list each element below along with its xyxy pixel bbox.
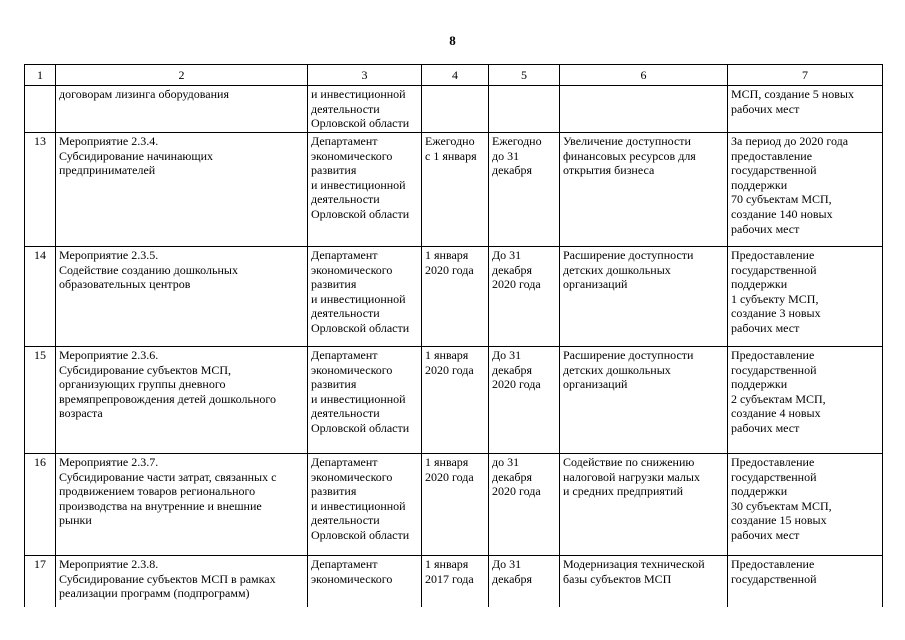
cell-num (25, 454, 56, 556)
table-row (25, 454, 883, 556)
cell-measure (56, 347, 308, 454)
cell-num (25, 347, 56, 454)
cell-num (25, 247, 56, 347)
cell-text: Предоставление государственной поддержки 30 субъектам МСП, создание 15 новых рабочих мест (731, 455, 832, 542)
cell-text: договорам лизинга оборудования (59, 87, 229, 101)
cell-num (25, 556, 56, 608)
cell-executor (308, 86, 422, 133)
cell-text: 16 (34, 455, 46, 469)
cell-result (560, 556, 728, 608)
cell-measure (56, 454, 308, 556)
cell-text: До 31 декабря (492, 557, 533, 586)
cell-text: Содействие по снижению налоговой нагрузки малых и средних предприятий (563, 455, 700, 499)
cell-text: 1 января 2020 года (425, 455, 474, 484)
cell-text: 1 января 2020 года (425, 348, 474, 377)
column-header: 3 (308, 65, 422, 86)
table-row (25, 556, 883, 608)
cell-executor (308, 133, 422, 247)
cell-text: Департамент экономического развития и инвестиционной деятельности Орловской области (311, 134, 410, 221)
cell-measure (56, 247, 308, 347)
cell-indicator (728, 247, 883, 347)
column-number-row (25, 65, 883, 86)
table-row (25, 247, 883, 347)
cell-text: 14 (34, 248, 46, 262)
cell-start (422, 454, 489, 556)
cell-text: Мероприятие 2.3.4. Субсидирование начинающих предпринимателей (59, 134, 214, 178)
cell-result (560, 133, 728, 247)
cell-end (489, 454, 560, 556)
cell-text: 1 января 2017 года (425, 557, 474, 586)
cell-text: и инвестиционной деятельности Орловской области (311, 87, 410, 131)
cell-text: до 31 декабря 2020 года (492, 455, 541, 499)
cell-start (422, 247, 489, 347)
cell-result (560, 86, 728, 133)
column-header: 7 (728, 65, 883, 86)
cell-text: Увеличение доступности финансовых ресурсов для открытия бизнеса (563, 134, 696, 178)
cell-indicator (728, 86, 883, 133)
cell-text: Департамент экономического развития и инвестиционной деятельности Орловской области (311, 348, 410, 435)
cell-text: Мероприятие 2.3.6. Субсидирование субъектов МСП, организующих группы дневного времяпрепровождения детей дошкольного возраста (59, 348, 276, 421)
cell-start (422, 347, 489, 454)
table-row (25, 86, 883, 133)
cell-indicator (728, 454, 883, 556)
cell-text: 1 января 2020 года (425, 248, 474, 277)
table-row (25, 133, 883, 247)
measures-table (24, 64, 883, 607)
cell-text: Расширение доступности детских дошкольных организаций (563, 248, 694, 292)
cell-text: 17 (34, 557, 46, 571)
page-number: 8 (449, 33, 456, 48)
cell-measure (56, 86, 308, 133)
cell-start (422, 133, 489, 247)
cell-measure (56, 556, 308, 608)
table-row (25, 347, 883, 454)
cell-executor (308, 247, 422, 347)
cell-end (489, 247, 560, 347)
cell-result (560, 347, 728, 454)
cell-text: Ежегодно до 31 декабря (492, 134, 542, 178)
column-header: 6 (560, 65, 728, 86)
cell-text: Ежегодно с 1 января (425, 134, 477, 163)
cell-end (489, 86, 560, 133)
cell-indicator (728, 347, 883, 454)
cell-measure (56, 133, 308, 247)
cell-text: Мероприятие 2.3.7. Субсидирование части затрат, связанных с продвижением товаров регионального производства на внутренние и внешние рынки (59, 455, 277, 528)
cell-end (489, 347, 560, 454)
cell-text: Предоставление государственной поддержки 1 субъекту МСП, создание 3 новых рабочих мест (731, 248, 821, 335)
cell-text: Предоставление государственной (731, 557, 817, 586)
cell-text: Департамент экономического развития и инвестиционной деятельности Орловской области (311, 248, 410, 335)
column-header: 1 (25, 65, 56, 86)
cell-text: Модернизация технической базы субъектов МСП (563, 557, 705, 586)
cell-text: Расширение доступности детских дошкольных организаций (563, 348, 694, 392)
cell-text: До 31 декабря 2020 года (492, 348, 541, 392)
cell-text: 15 (34, 348, 46, 362)
cell-text: Предоставление государственной поддержки 2 субъектам МСП, создание 4 новых рабочих мест (731, 348, 826, 435)
cell-text: Департамент экономического (311, 557, 393, 586)
cell-text: Департамент экономического развития и инвестиционной деятельности Орловской области (311, 455, 410, 542)
cell-executor (308, 454, 422, 556)
cell-executor (308, 556, 422, 608)
cell-executor (308, 347, 422, 454)
cell-text: МСП, создание 5 новых рабочих мест (731, 87, 854, 116)
cell-end (489, 556, 560, 608)
cell-text: 13 (34, 134, 46, 148)
cell-text: За период до 2020 года предоставление государственной поддержки 70 субъектам МСП, создание 140 новых рабочих мест (731, 134, 849, 236)
cell-start (422, 556, 489, 608)
column-header: 4 (422, 65, 489, 86)
cell-indicator (728, 556, 883, 608)
cell-text: До 31 декабря 2020 года (492, 248, 541, 292)
cell-start (422, 86, 489, 133)
cell-num (25, 133, 56, 247)
cell-indicator (728, 133, 883, 247)
cell-end (489, 133, 560, 247)
cell-text: Мероприятие 2.3.5. Содействие созданию дошкольных образовательных центров (59, 248, 238, 292)
cell-result (560, 247, 728, 347)
column-header: 2 (56, 65, 308, 86)
cell-text: Мероприятие 2.3.8. Субсидирование субъектов МСП в рамках реализации программ (подпрограмм) (59, 557, 276, 601)
column-header: 5 (489, 65, 560, 86)
cell-num (25, 86, 56, 133)
cell-result (560, 454, 728, 556)
